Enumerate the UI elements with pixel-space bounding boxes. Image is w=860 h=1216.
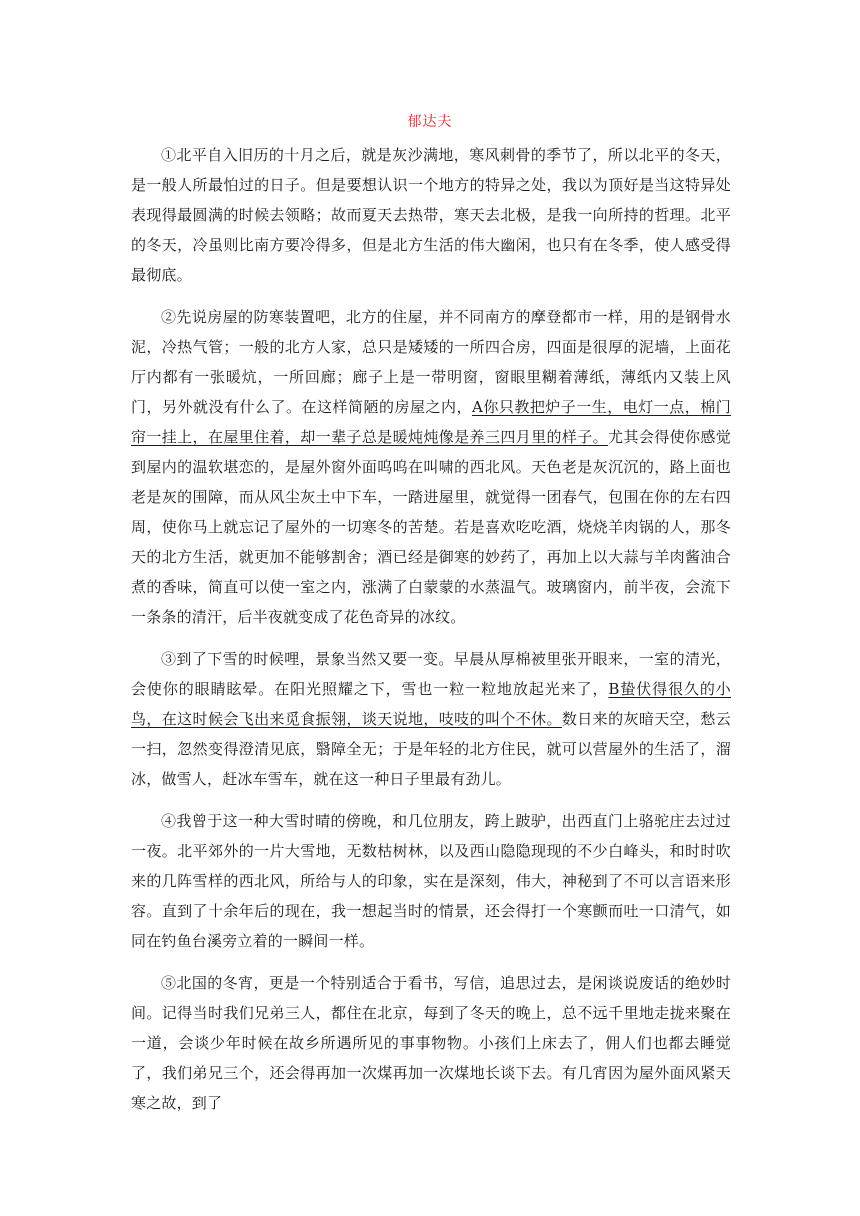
paragraph-1-text: ①北平自入旧历的十月之后，就是灰沙满地，寒风刺骨的季节了，所以北平的冬天，是一般人所最怕过的日子。但是要想认识一个地方的特异之处，我以为顶好是当这特异处表现得最圆满的时候去领略；故而夏天去热带，寒天去北极，是我一向所持的哲理。北平的冬天，冷虽则比南方要冷得多，但是北方生活的伟大幽闲，也只有在冬季，使人感受得最彻底。 xyxy=(131,146,731,284)
paragraph-3 xyxy=(131,644,731,794)
article-body xyxy=(131,140,731,1130)
paragraph-4 xyxy=(131,806,731,956)
paragraph-3-text-before: ③到了下雪的时候哩，景象当然又要一变。早晨从厚棉被里张开眼来，一室的清光，会使你的眼睛眩晕。在阳光照耀之下，雪也一粒一粒地放起光来了， xyxy=(131,650,731,698)
paragraph-1 xyxy=(131,140,731,290)
paragraph-5 xyxy=(131,968,731,1118)
paragraph-5-text: ⑤北国的冬宵，更是一个特别适合于看书，写信，追思过去，是闲谈说废话的绝妙时间。记得当时我们兄弟三人，都住在北京，每到了冬天的晚上，总不远千里地走拢来聚在一道，会谈少年时候在故乡所遇所见的事事物物。小孩们上床去了，佣人们也都去睡觉了，我们弟兄三个，还会得再加一次煤再加一次煤地长谈下去。有几宵因为屋外面风紧天寒之故，到了 xyxy=(131,974,731,1112)
paragraph-2 xyxy=(131,302,731,632)
author-name: 郁达夫 xyxy=(407,114,453,130)
underlined-sentence-b: B蛰伏得很久的小鸟，在这时候会飞出来觅食振翎，谈天说地，吱吱的叫个不休。 xyxy=(131,680,732,728)
underlined-sentence-a: A你只教把炉子一生，电灯一点，棉门帘一挂上，在屋里住着，却一辈子总是暖炖炖像是养三四月里的样子。 xyxy=(131,398,732,446)
paragraph-4-text: ④我曾于这一种大雪时晴的傍晚，和几位朋友，跨上跛驴，出西直门上骆驼庄去过过一夜。北平郊外的一片大雪地，无数枯树林，以及西山隐隐现现的不少白峰头，和时时吹来的几阵雪样的西北风，所给与人的印象，实在是深刻，伟大，神秘到了不可以言语来形容。直到了十余年后的现在，我一想起当时的情景，还会得打一个寒颤而吐一口清气，如同在钓鱼台溪旁立着的一瞬间一样。 xyxy=(131,812,731,950)
paragraph-2-text-after: 尤其会得使你感觉到屋内的温软堪恋的，是屋外窗外面呜呜在叫啸的西北风。天色老是灰沉沉的，路上面也老是灰的围障，而从风尘灰土中下车，一踏进屋里，就觉得一团春气，包围在你的左右四周，使你马上就忘记了屋外的一切寒冬的苦楚。若是喜欢吃吃酒，烧烧羊肉锅的人，那冬天的北方生活，就更加不能够割舍；酒已经是御寒的妙药了，再加上以大蒜与羊肉酱油合煮的香味，简直可以使一室之内，涨满了白蒙蒙的水蒸温气。玻璃窗内，前半夜，会流下一条条的清汗，后半夜就变成了花色奇异的冰纹。 xyxy=(131,428,731,626)
paragraph-2-text-before: ②先说房屋的防寒装置吧，北方的住屋，并不同南方的摩登都市一样，用的是钢骨水泥，冷热气管；一般的北方人家，总只是矮矮的一所四合房，四面是很厚的泥墙，上面花厅内都有一张暖炕，一所回廊；廊子上是一带明窗，窗眼里糊着薄纸，薄纸内又装上风门，另外就没有什么了。在这样简陋的房屋之内， xyxy=(131,308,731,416)
paragraph-3-text-after: 数日来的灰暗天空，愁云一扫，忽然变得澄清见底，翳障全无；于是年轻的北方住民，就可以营屋外的生活了，溜冰，做雪人，赶冰车雪车，就在这一种日子里最有劲儿。 xyxy=(131,710,731,788)
